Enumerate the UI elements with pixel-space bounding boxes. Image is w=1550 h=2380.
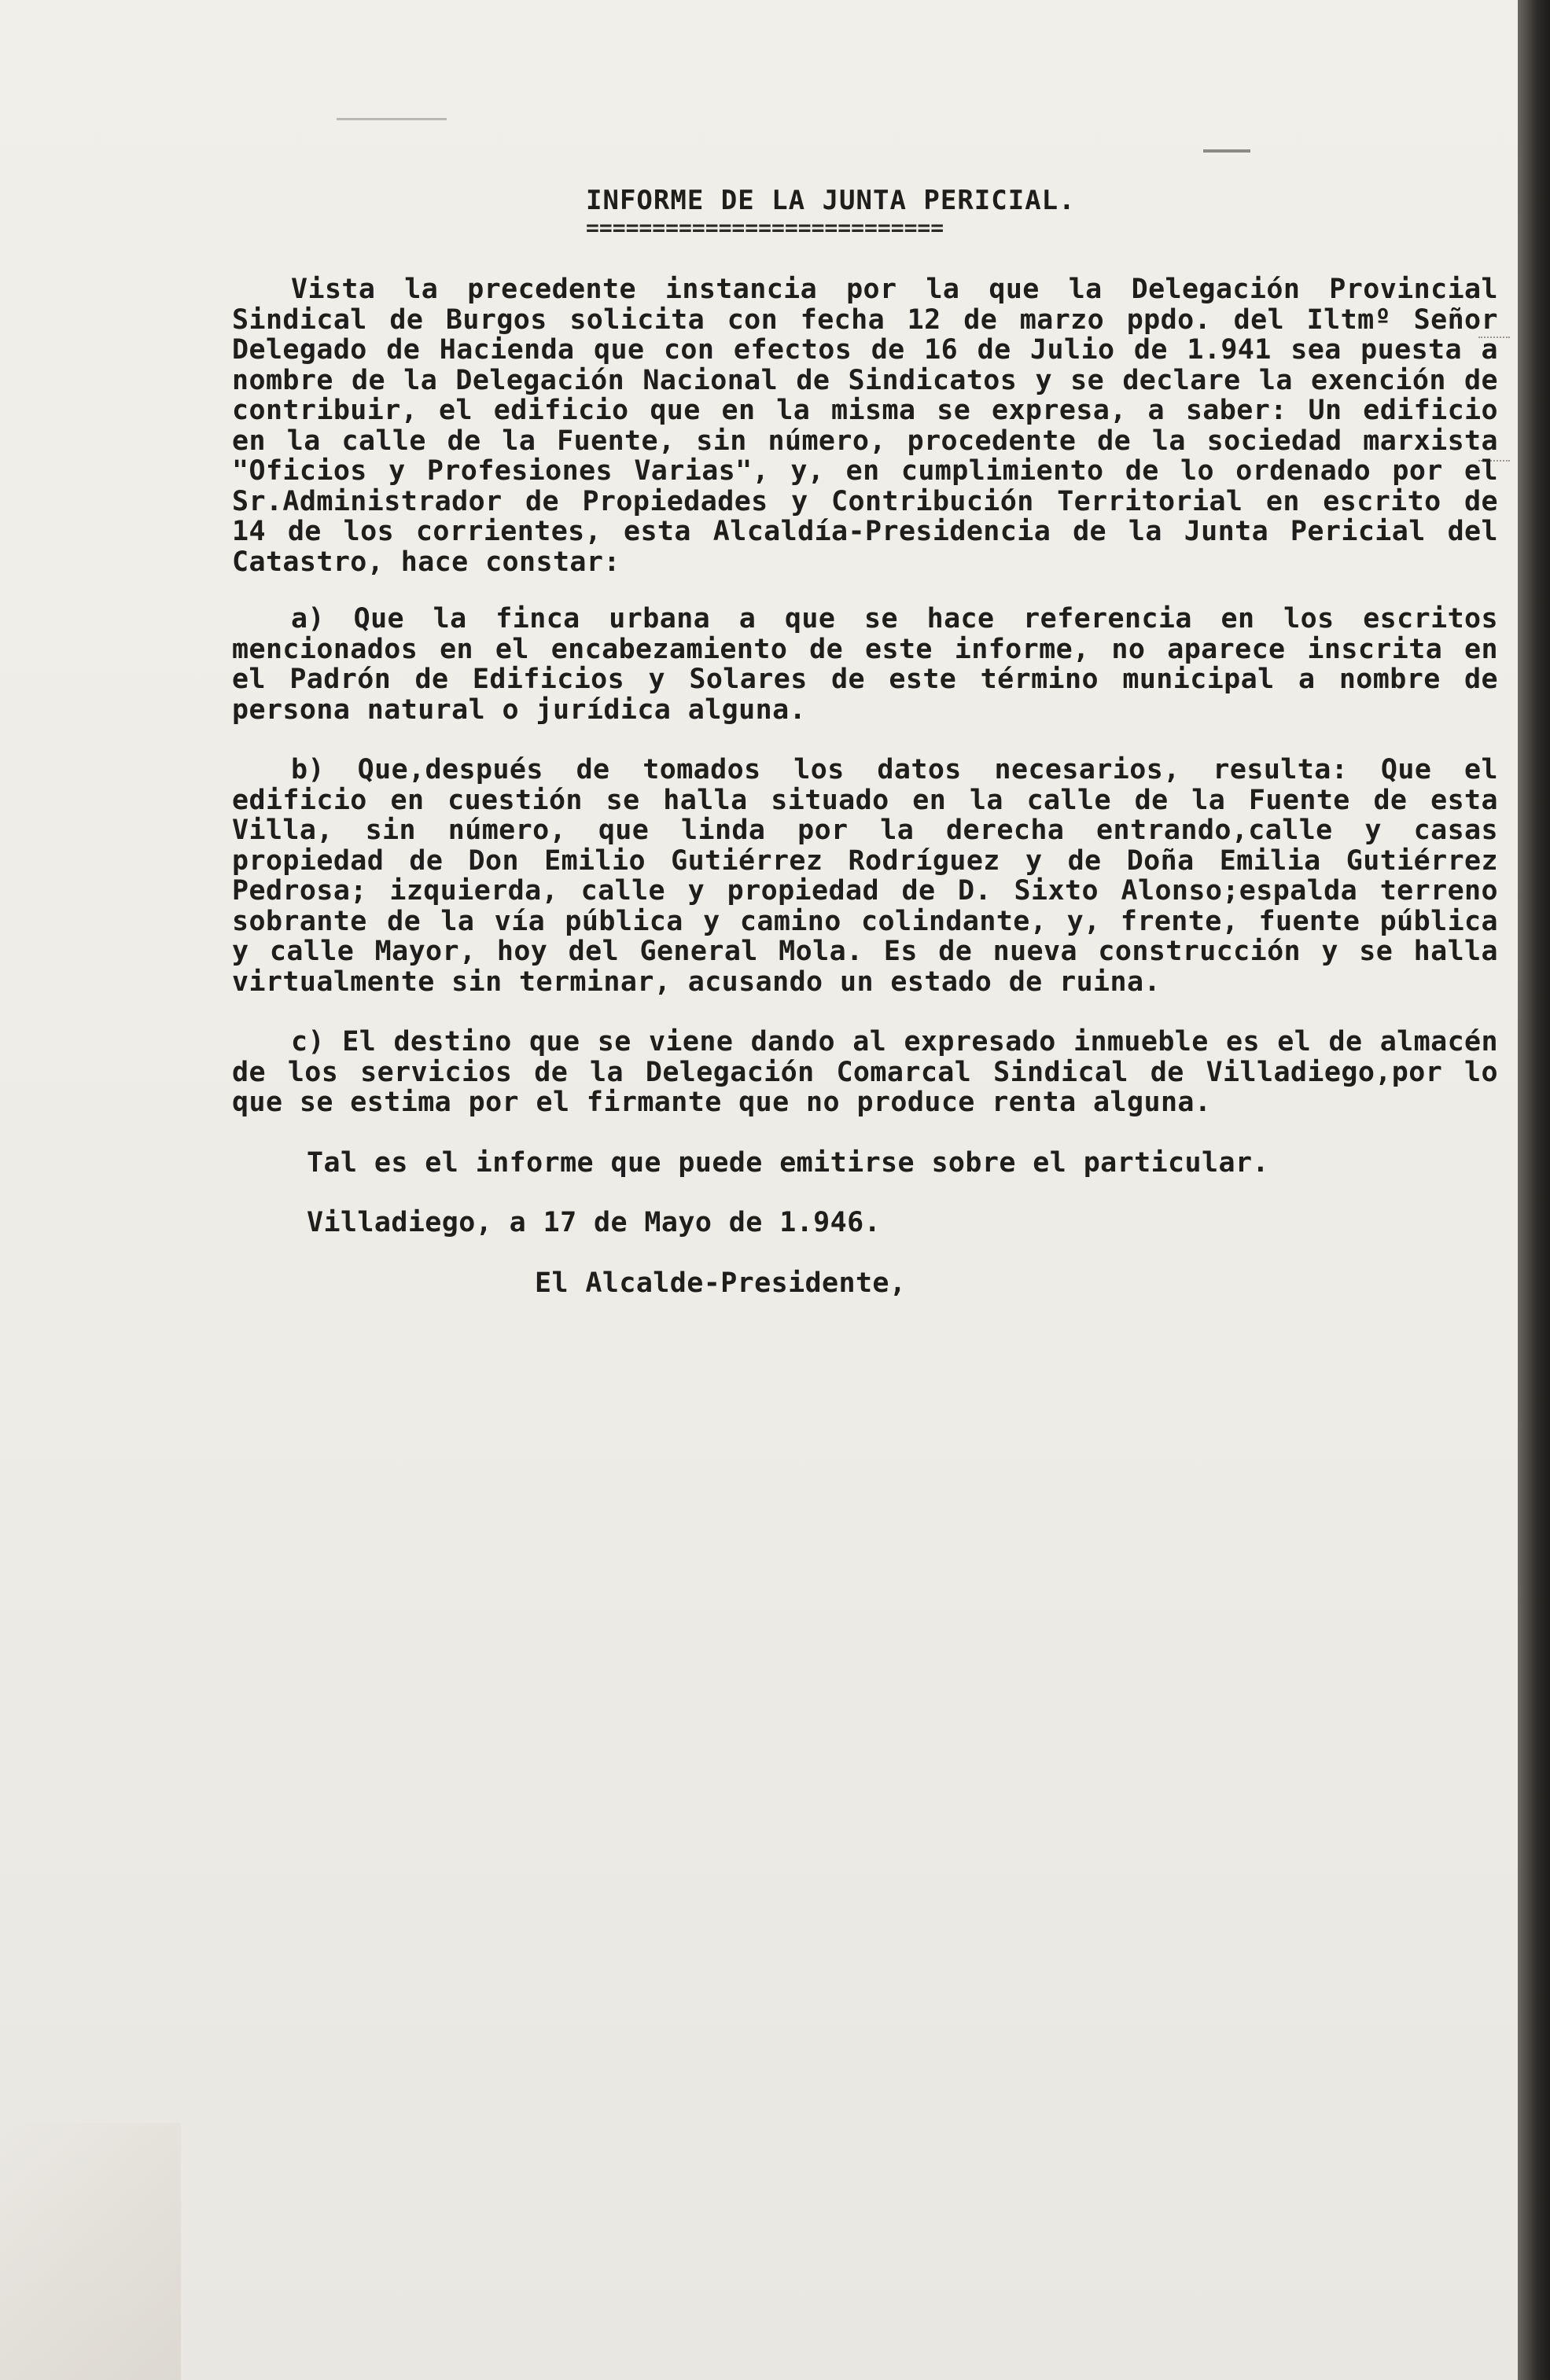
place-date: Villadiego, a 17 de Mayo de 1.946. xyxy=(307,1207,882,1238)
paper-curl-shadow xyxy=(0,2123,181,2380)
typed-report xyxy=(232,185,1498,1298)
intro-paragraph: Vista la precedente instancia por la que la Delegación Provincial Sindical de Burgos solicita con fecha 12 de marzo ppdo. del Iltmº Señor Delegado de Hacienda que con efectos de 16 de Julio de 1.941 sea puesta a nombre de la Delegación Nacional de Sindicatos y se declare la exención de contribuir, el edificio que en la misma se expresa, a saber: Un edificio en la calle de la Fuente, sin número, procedente de la sociedad marxista "Oficios y Profesiones Varias", y, en cumplimiento de lo ordenado por el Sr.Administrador de Propiedades y Contribución Territorial en escrito de 14 de los corrientes, esta Alcaldía-Presidencia de la Junta Pericial del Catastro, hace constar: xyxy=(232,274,1498,578)
page-edge-shadow xyxy=(1518,0,1550,2380)
signature-line: El Alcalde-Presidente, xyxy=(535,1267,907,1299)
ink-smudge xyxy=(337,118,447,120)
paragraph-a: a) Que la finca urbana a que se hace referencia en los escritos mencionados en el encabezamiento de este informe, no aparece inscrita en el Padrón de Edificios y Solares de este término municipal a nombre de persona natural o jurídica alguna. xyxy=(232,603,1498,726)
closing-line: Tal es el informe que puede emitirse sobre el particular. xyxy=(307,1146,1269,1179)
paragraph-b: b) Que,después de tomados los datos necesarios, resulta: Que el edificio en cuestión se halla situado en la calle de la Fuente de esta Villa, sin número, que linda por la derecha entrando,calle y casas propiedad de Don Emilio Gutiérrez Rodríguez y de Doña Emilia Gutiérrez Pedrosa; izquierda, calle y propiedad de D. Sixto Alonso;espalda terreno sobrante de la vía pública y camino colindante, y, frente, fuente pública y calle Mayor, hoy del General Mola. Es de nueva construcción y se halla virtualmente sin terminar, acusando un estado de ruina. xyxy=(232,754,1498,998)
title-underline: =========================== xyxy=(586,215,944,241)
ink-mark xyxy=(1203,149,1250,153)
report-title: INFORME DE LA JUNTA PERICIAL. xyxy=(586,185,1076,216)
paragraph-c: c) El destino que se viene dando al expresado inmueble es el de almacén de los servicios de la Delegación Comarcal Sindical de Villadiego,por lo que se estima por el firmante que no produce renta alguna. xyxy=(232,1026,1498,1118)
